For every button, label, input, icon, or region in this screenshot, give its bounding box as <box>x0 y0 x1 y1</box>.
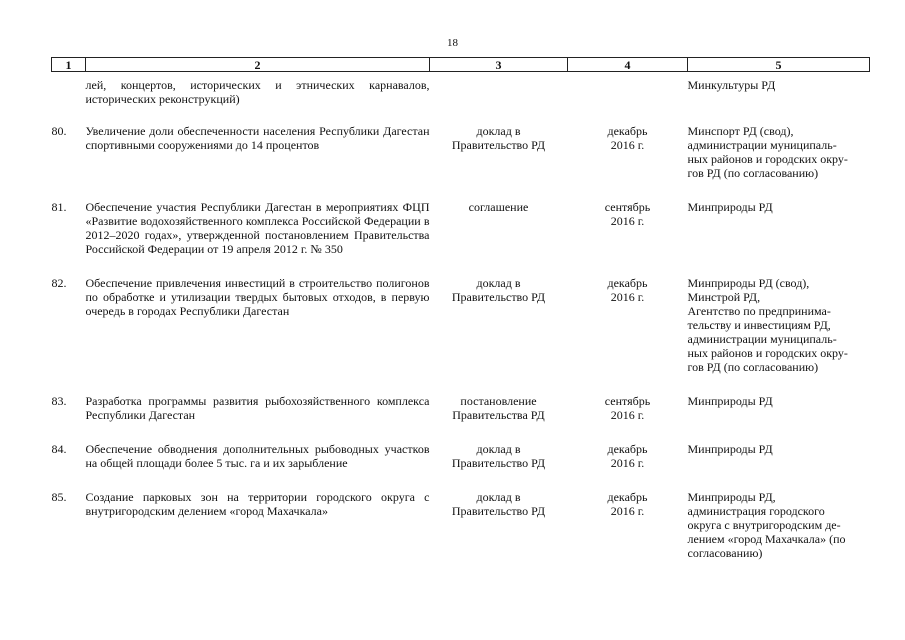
document-form-line: доклад в <box>476 276 521 290</box>
deadline-line: сентябрь <box>604 394 651 408</box>
column-header: 4 <box>568 58 688 72</box>
deadline-line: 2016 г. <box>610 290 645 304</box>
row-number: 85. <box>51 490 67 504</box>
responsible-line: округа с внутригородским де- <box>687 518 841 532</box>
table-row <box>52 490 870 580</box>
deadline-line: декабрь <box>607 442 648 456</box>
deadline-line: декабрь <box>607 124 648 138</box>
continuation-row <box>52 72 870 125</box>
deadline <box>568 124 688 200</box>
responsible-line: согласованию) <box>687 546 763 560</box>
deadline-line: декабрь <box>607 276 648 290</box>
plan-table <box>51 57 870 580</box>
document-form-line: доклад в <box>476 442 521 456</box>
row-number: 80. <box>51 124 67 138</box>
responsible-line: Минприроды РД <box>687 200 773 214</box>
responsible <box>688 124 870 200</box>
document-form-line: Правительство РД <box>451 138 546 152</box>
table-row <box>52 124 870 200</box>
responsible-line: лением «город Махачкала» (по <box>687 532 846 546</box>
responsible <box>688 490 870 580</box>
deadline <box>568 490 688 580</box>
responsible-line: гов РД (по согласованию) <box>687 360 819 374</box>
document-form <box>430 490 568 580</box>
document-form-line: доклад в <box>476 490 521 504</box>
responsible-line: ных районов и городских окру- <box>687 152 848 166</box>
deadline <box>568 200 688 276</box>
table-row <box>52 442 870 490</box>
task-text: лей, концертов, исторических и этнических карнавалов, исторических реконструкций) <box>85 78 430 106</box>
task-text: Создание парковых зон на территории городского округа с внутригородским делением «город Махачкала» <box>85 490 430 518</box>
deadline <box>568 276 688 394</box>
responsible-line: ных районов и городских окру- <box>687 346 848 360</box>
deadline-line: 2016 г. <box>610 138 645 152</box>
responsible-line: Минприроды РД <box>687 442 773 456</box>
responsible-line: тельству и инвестициям РД, <box>687 318 831 332</box>
document-form <box>430 200 568 276</box>
deadline <box>568 72 688 125</box>
document-form <box>430 276 568 394</box>
deadline <box>568 442 688 490</box>
responsible <box>688 442 870 490</box>
deadline-line: декабрь <box>607 490 648 504</box>
document-form-line: Правительство РД <box>451 290 546 304</box>
responsible-line: Минспорт РД (свод), <box>687 124 794 138</box>
row-number <box>52 72 86 125</box>
responsible <box>688 394 870 442</box>
deadline-line: сентябрь <box>604 200 651 214</box>
task-text: Обеспечение привлечения инвестиций в строительство полигонов по обработке и утилизации твердых бытовых отходов, в первую очередь в городах Республики Дагестан <box>85 276 430 318</box>
deadline-line: 2016 г. <box>610 408 645 422</box>
table-row <box>52 394 870 442</box>
table-row <box>52 200 870 276</box>
document-form <box>430 124 568 200</box>
column-header: 1 <box>52 58 86 72</box>
responsible: Минкультуры РД <box>687 78 776 92</box>
responsible-line: гов РД (по согласованию) <box>687 166 819 180</box>
document-form-line: Правительство РД <box>451 456 546 470</box>
responsible-line: администрации муниципаль- <box>687 138 837 152</box>
responsible-line: администрация городского <box>687 504 825 518</box>
document-form <box>430 394 568 442</box>
row-number: 81. <box>51 200 67 214</box>
responsible-line: администрации муниципаль- <box>687 332 837 346</box>
column-header: 3 <box>430 58 568 72</box>
header-row <box>52 58 870 72</box>
document-form <box>430 72 568 125</box>
row-number: 82. <box>51 276 67 290</box>
column-header: 5 <box>688 58 870 72</box>
responsible-line: Агентство по предпринима- <box>687 304 831 318</box>
column-header: 2 <box>86 58 430 72</box>
document-form-line: доклад в <box>476 124 521 138</box>
task-text: Обеспечение обводнения дополнительных рыбоводных участков на общей площади более 5 тыс. га и их зарыбление <box>85 442 430 470</box>
task-text: Обеспечение участия Республики Дагестан в мероприятиях ФЦП «Развитие водохозяйственного комплекса Российской Федерации в 2012–2020 годах», утвержденной постановлением Правительства Российской Федерации от 19 апреля 2012 г. № 350 <box>85 200 430 256</box>
document-form-line: соглашение <box>468 200 529 214</box>
responsible-line: Минприроды РД, <box>687 490 776 504</box>
responsible <box>688 200 870 276</box>
deadline-line: 2016 г. <box>610 456 645 470</box>
page-number: 18 <box>447 37 458 49</box>
deadline-line: 2016 г. <box>610 214 645 228</box>
row-number: 84. <box>51 442 67 456</box>
task-text: Разработка программы развития рыбохозяйственного комплекса Республики Дагестан <box>85 394 430 422</box>
task-text: Увеличение доли обеспеченности населения Республики Дагестан спортивными сооружениями до 14 процентов <box>85 124 430 152</box>
table-row <box>52 276 870 394</box>
row-number: 83. <box>51 394 67 408</box>
responsible <box>688 276 870 394</box>
document-form-line: Правительства РД <box>452 408 545 422</box>
document-form-line: Правительство РД <box>451 504 546 518</box>
responsible-line: Минприроды РД <box>687 394 773 408</box>
deadline-line: 2016 г. <box>610 504 645 518</box>
document-form-line: постановление <box>460 394 537 408</box>
document-form <box>430 442 568 490</box>
responsible-line: Минприроды РД (свод), <box>687 276 810 290</box>
deadline <box>568 394 688 442</box>
responsible-line: Минстрой РД, <box>687 290 761 304</box>
